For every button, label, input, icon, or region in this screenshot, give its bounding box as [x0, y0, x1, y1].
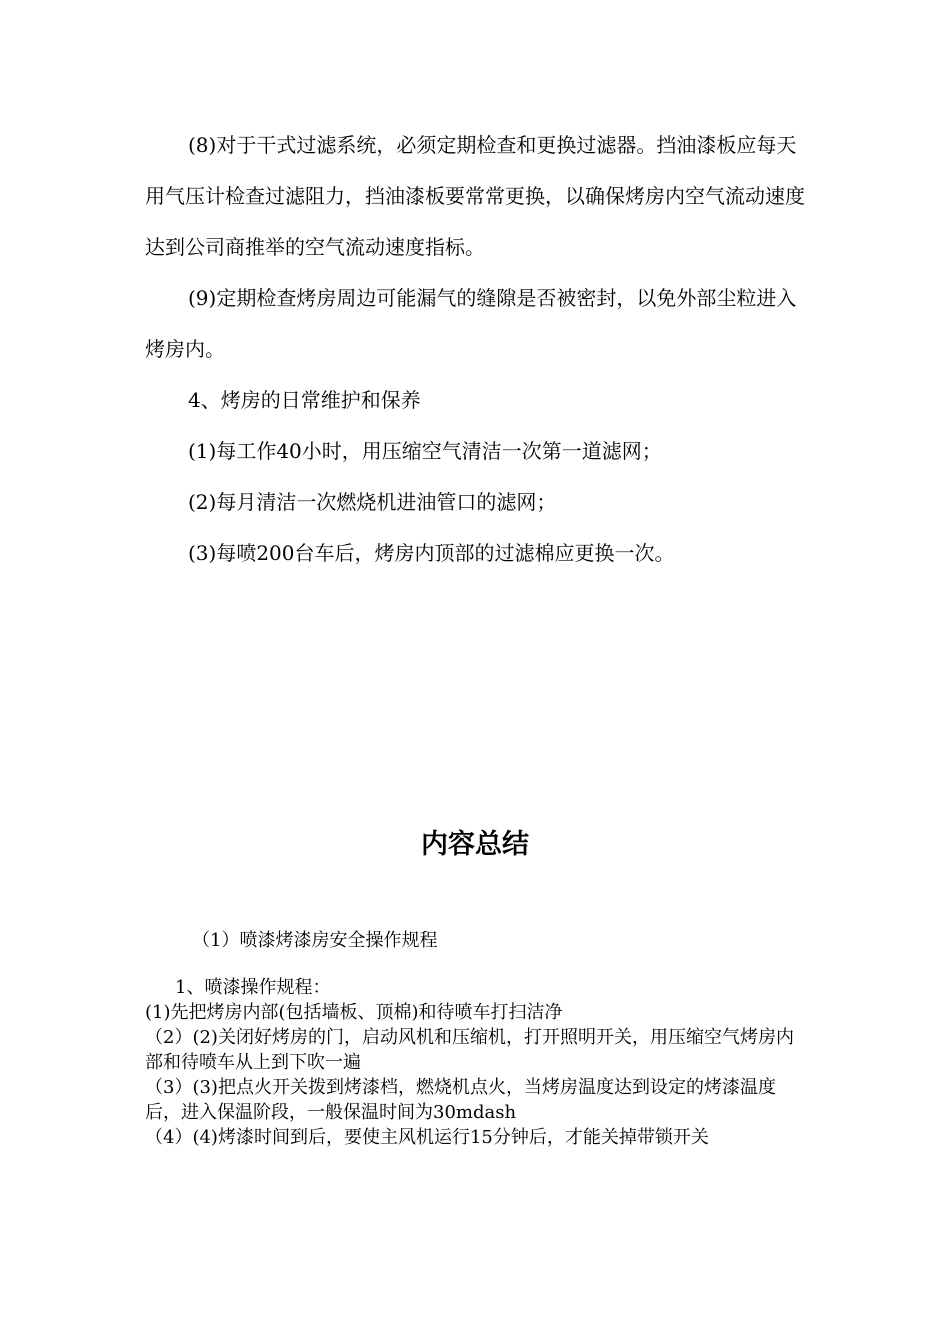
section-heading-maintenance: 4、烤房的日常维护和保养: [188, 388, 421, 412]
paragraph-9: (9)定期检查烤房周边可能漏气的缝隙是否被密封，以免外部尘粒进入烤房内。: [145, 286, 797, 361]
summary-line: (1)先把烤房内部(包括墙板、顶棉)和待喷车打扫洁净: [145, 1002, 563, 1023]
maintenance-item-3: (3)每喷200台车后，烤房内顶部的过滤棉应更换一次。: [188, 541, 675, 565]
maintenance-item-2: (2)每月清洁一次燃烧机进油管口的滤网；: [188, 490, 557, 514]
summary-title: 内容总结: [421, 829, 529, 860]
main-text-block: [145, 120, 805, 579]
paragraph-8: (8)对于干式过滤系统，必须定期检查和更换过滤器。挡油漆板应每天用气压计检查过滤阻力，挡油漆板要常常更换，以确保烤房内空气流动速度达到公司商推举的空气流动速度指标。: [145, 133, 805, 259]
summary-line: （2）(2)关闭好烤房的门，启动风机和压缩机，打开照明开关，用压缩空气烤房内部和待喷车从上到下吹一遍: [145, 1027, 794, 1073]
summary-line: （3）(3)把点火开关拨到烤漆档，燃烧机点火，当烤房温度达到设定的烤漆温度后，进入保温阶段，一般保温时间为30mdash: [145, 1077, 776, 1123]
summary-line: 1、喷漆操作规程：: [175, 977, 331, 998]
maintenance-item-1: (1)每工作40小时，用压缩空气清洁一次第一道滤网；: [188, 439, 662, 463]
summary-body: [145, 975, 805, 1150]
summary-line: （4）(4)烤漆时间到后，要使主风机运行15分钟后，才能关掉带锁开关: [145, 1127, 709, 1148]
summary-heading: （1）喷漆烤漆房安全操作规程: [192, 930, 438, 951]
